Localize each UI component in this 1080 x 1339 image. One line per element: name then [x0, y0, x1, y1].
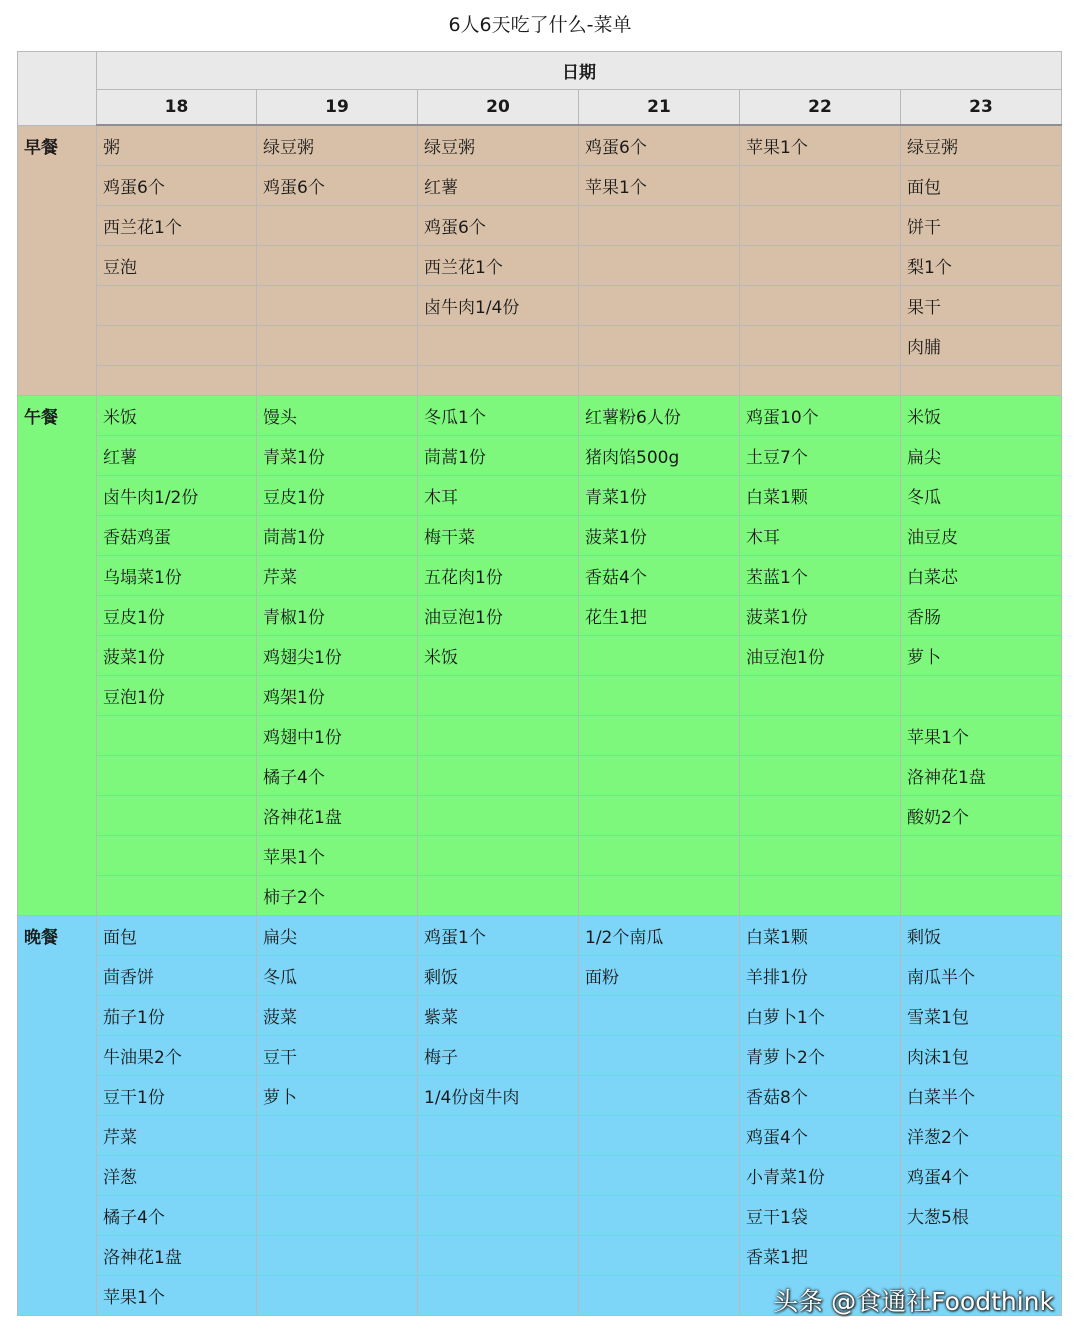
dinner-row: [18, 1116, 1062, 1156]
dinner-cell: [579, 1236, 740, 1276]
dinner-row: [18, 1076, 1062, 1116]
breakfast-label: 早餐: [18, 125, 97, 396]
lunch-cell: [97, 836, 257, 876]
lunch-cell: [97, 716, 257, 756]
page-title: 6人6天吃了什么-菜单: [448, 14, 632, 36]
dinner-cell: [579, 1156, 740, 1196]
dinner-cell: 扁尖: [257, 916, 418, 956]
lunch-cell: 红薯粉6人份: [579, 396, 740, 436]
dinner-row: [18, 996, 1062, 1036]
breakfast-cell: 红薯: [418, 166, 579, 206]
breakfast-row: [18, 166, 1062, 206]
lunch-cell: 菠菜1份: [579, 516, 740, 556]
lunch-cell: 青菜1份: [257, 436, 418, 476]
lunch-cell: 香菇鸡蛋: [97, 516, 257, 556]
dinner-cell: 面粉: [579, 956, 740, 996]
dinner-cell: [257, 1196, 418, 1236]
lunch-cell: 猪肉馅500g: [579, 436, 740, 476]
breakfast-cell: 绿豆粥: [418, 125, 579, 166]
breakfast-cell: [740, 366, 901, 396]
breakfast-cell: 苹果1个: [740, 125, 901, 166]
breakfast-cell: [740, 166, 901, 206]
lunch-cell: 豆皮1份: [97, 596, 257, 636]
dinner-cell: 牛油果2个: [97, 1036, 257, 1076]
lunch-cell: 茼蒿1份: [418, 436, 579, 476]
lunch-cell: [901, 876, 1062, 916]
lunch-row: [18, 716, 1062, 756]
dinner-cell: 1/4份卤牛肉: [418, 1076, 579, 1116]
dinner-cell: 白萝卜1个: [740, 996, 901, 1036]
lunch-cell: 米饭: [97, 396, 257, 436]
lunch-cell: 土豆7个: [740, 436, 901, 476]
breakfast-cell: [579, 286, 740, 326]
dinner-cell: 鸡蛋1个: [418, 916, 579, 956]
breakfast-cell: [579, 206, 740, 246]
dinner-cell: 1/2个南瓜: [579, 916, 740, 956]
lunch-cell: 菠菜1份: [740, 596, 901, 636]
breakfast-cell: 绿豆粥: [257, 125, 418, 166]
lunch-row: [18, 596, 1062, 636]
dinner-cell: 羊排1份: [740, 956, 901, 996]
dinner-cell: 鸡蛋4个: [901, 1156, 1062, 1196]
lunch-cell: [418, 716, 579, 756]
lunch-cell: 白菜1颗: [740, 476, 901, 516]
lunch-cell: [97, 756, 257, 796]
dinner-row: [18, 1236, 1062, 1276]
dinner-cell: [418, 1196, 579, 1236]
dinner-cell: 鸡蛋4个: [740, 1116, 901, 1156]
lunch-cell: 橘子4个: [257, 756, 418, 796]
lunch-cell: 鸡翅尖1份: [257, 636, 418, 676]
breakfast-cell: 饼干: [901, 206, 1062, 246]
lunch-cell: 白菜芯: [901, 556, 1062, 596]
day-header-21: 21: [579, 90, 740, 126]
dinner-cell: 茴香饼: [97, 956, 257, 996]
dinner-cell: 苹果1个: [97, 1276, 257, 1316]
dinner-cell: [418, 1116, 579, 1156]
dinner-cell: 小青菜1份: [740, 1156, 901, 1196]
lunch-cell: [740, 876, 901, 916]
lunch-cell: [418, 676, 579, 716]
lunch-row: [18, 476, 1062, 516]
breakfast-cell: 梨1个: [901, 246, 1062, 286]
dinner-cell: [579, 996, 740, 1036]
dinner-cell: [579, 1116, 740, 1156]
dinner-cell: [418, 1276, 579, 1316]
lunch-cell: 洛神花1盘: [901, 756, 1062, 796]
day-header-22: 22: [740, 90, 901, 126]
dinner-cell: 青萝卜2个: [740, 1036, 901, 1076]
lunch-cell: 五花肉1份: [418, 556, 579, 596]
breakfast-row: [18, 366, 1062, 396]
lunch-cell: 油豆泡1份: [740, 636, 901, 676]
lunch-row: [18, 876, 1062, 916]
breakfast-row: [18, 125, 1062, 166]
lunch-cell: 油豆泡1份: [418, 596, 579, 636]
lunch-cell: 苹果1个: [257, 836, 418, 876]
lunch-cell: [579, 876, 740, 916]
dinner-cell: [579, 1196, 740, 1236]
breakfast-cell: [257, 246, 418, 286]
dinner-cell: 白菜1颗: [740, 916, 901, 956]
menu-body: [18, 125, 1062, 1316]
dinner-cell: [901, 1236, 1062, 1276]
breakfast-cell: [740, 246, 901, 286]
dinner-cell: 南瓜半个: [901, 956, 1062, 996]
dinner-row: [18, 1036, 1062, 1076]
lunch-cell: [740, 716, 901, 756]
breakfast-cell: [901, 366, 1062, 396]
dinner-cell: [579, 1036, 740, 1076]
dinner-cell: 橘子4个: [97, 1196, 257, 1236]
dinner-cell: [257, 1236, 418, 1276]
dinner-cell: 梅子: [418, 1036, 579, 1076]
breakfast-cell: [579, 326, 740, 366]
dinner-cell: 剩饭: [901, 916, 1062, 956]
breakfast-cell: 卤牛肉1/4份: [418, 286, 579, 326]
dinner-row: [18, 916, 1062, 956]
day-header-18: 18: [97, 90, 257, 126]
lunch-cell: 冬瓜: [901, 476, 1062, 516]
breakfast-row: [18, 206, 1062, 246]
lunch-cell: [740, 756, 901, 796]
breakfast-cell: 鸡蛋6个: [579, 125, 740, 166]
breakfast-cell: 鸡蛋6个: [97, 166, 257, 206]
lunch-row: [18, 636, 1062, 676]
breakfast-cell: [418, 366, 579, 396]
dinner-row: [18, 1156, 1062, 1196]
breakfast-cell: 面包: [901, 166, 1062, 206]
day-header-20: 20: [418, 90, 579, 126]
corner-cell: [18, 52, 97, 126]
lunch-cell: 油豆皮: [901, 516, 1062, 556]
dinner-cell: [257, 1116, 418, 1156]
lunch-row: [18, 556, 1062, 596]
breakfast-cell: [257, 326, 418, 366]
lunch-row: [18, 836, 1062, 876]
lunch-cell: 米饭: [418, 636, 579, 676]
lunch-cell: 菠菜1份: [97, 636, 257, 676]
lunch-cell: 柿子2个: [257, 876, 418, 916]
lunch-cell: 香菇4个: [579, 556, 740, 596]
menu-table: [17, 51, 1062, 1316]
breakfast-cell: 鸡蛋6个: [418, 206, 579, 246]
breakfast-cell: 绿豆粥: [901, 125, 1062, 166]
breakfast-cell: [97, 366, 257, 396]
lunch-cell: 芹菜: [257, 556, 418, 596]
lunch-cell: [579, 756, 740, 796]
lunch-cell: [579, 836, 740, 876]
lunch-row: [18, 676, 1062, 716]
lunch-cell: [740, 836, 901, 876]
dinner-cell: [418, 1156, 579, 1196]
dinner-cell: 面包: [97, 916, 257, 956]
breakfast-cell: 粥: [97, 125, 257, 166]
lunch-cell: [579, 636, 740, 676]
lunch-cell: 豆泡1份: [97, 676, 257, 716]
lunch-row: [18, 796, 1062, 836]
breakfast-cell: [97, 326, 257, 366]
lunch-cell: 洛神花1盘: [257, 796, 418, 836]
lunch-cell: 茼蒿1份: [257, 516, 418, 556]
lunch-row: [18, 436, 1062, 476]
breakfast-cell: [418, 326, 579, 366]
lunch-cell: 青菜1份: [579, 476, 740, 516]
dinner-cell: 洛神花1盘: [97, 1236, 257, 1276]
lunch-cell: [579, 716, 740, 756]
lunch-cell: [97, 876, 257, 916]
lunch-cell: 红薯: [97, 436, 257, 476]
dinner-cell: 芹菜: [97, 1116, 257, 1156]
lunch-cell: 扁尖: [901, 436, 1062, 476]
dinner-cell: 洋葱: [97, 1156, 257, 1196]
lunch-row: [18, 396, 1062, 436]
lunch-cell: 香肠: [901, 596, 1062, 636]
lunch-cell: 卤牛肉1/2份: [97, 476, 257, 516]
lunch-cell: [901, 676, 1062, 716]
dinner-cell: 菠菜: [257, 996, 418, 1036]
breakfast-cell: [579, 246, 740, 286]
dinner-cell: 茄子1份: [97, 996, 257, 1036]
dinner-cell: 萝卜: [257, 1076, 418, 1116]
dinner-cell: 豆干1份: [97, 1076, 257, 1116]
dinner-cell: 雪菜1包: [901, 996, 1062, 1036]
dinner-cell: 豆干1袋: [740, 1196, 901, 1236]
dinner-cell: 紫菜: [418, 996, 579, 1036]
breakfast-cell: 肉脯: [901, 326, 1062, 366]
lunch-cell: 花生1把: [579, 596, 740, 636]
table-header: [18, 52, 1062, 126]
breakfast-cell: 果干: [901, 286, 1062, 326]
dinner-cell: 肉沫1包: [901, 1036, 1062, 1076]
lunch-cell: [97, 796, 257, 836]
dinner-cell: 香菇8个: [740, 1076, 901, 1116]
dinner-cell: 洋葱2个: [901, 1116, 1062, 1156]
lunch-cell: 米饭: [901, 396, 1062, 436]
lunch-cell: 鸡架1份: [257, 676, 418, 716]
breakfast-cell: [740, 206, 901, 246]
lunch-cell: [579, 676, 740, 716]
dinner-cell: [257, 1156, 418, 1196]
lunch-cell: 馒头: [257, 396, 418, 436]
lunch-cell: 乌塌菜1份: [97, 556, 257, 596]
lunch-cell: 鸡翅中1份: [257, 716, 418, 756]
dinner-cell: [257, 1276, 418, 1316]
breakfast-cell: [257, 206, 418, 246]
breakfast-cell: [257, 286, 418, 326]
day-header-19: 19: [257, 90, 418, 126]
lunch-cell: 苤蓝1个: [740, 556, 901, 596]
breakfast-row: [18, 286, 1062, 326]
dinner-label: 晚餐: [18, 916, 97, 1316]
lunch-cell: 萝卜: [901, 636, 1062, 676]
lunch-cell: 梅干菜: [418, 516, 579, 556]
lunch-cell: 豆皮1份: [257, 476, 418, 516]
breakfast-cell: [579, 366, 740, 396]
dinner-row: [18, 1196, 1062, 1236]
lunch-cell: 苹果1个: [901, 716, 1062, 756]
breakfast-row: [18, 246, 1062, 286]
watermark: 头条 @食通社Foodthink: [773, 1287, 1054, 1316]
dinner-cell: 剩饭: [418, 956, 579, 996]
lunch-cell: 冬瓜1个: [418, 396, 579, 436]
lunch-row: [18, 756, 1062, 796]
dinner-cell: [579, 1276, 740, 1316]
lunch-cell: [740, 676, 901, 716]
lunch-cell: [418, 836, 579, 876]
breakfast-cell: 西兰花1个: [97, 206, 257, 246]
lunch-cell: [740, 796, 901, 836]
lunch-cell: 酸奶2个: [901, 796, 1062, 836]
dinner-cell: [418, 1236, 579, 1276]
lunch-cell: [418, 796, 579, 836]
lunch-cell: [579, 796, 740, 836]
breakfast-cell: 鸡蛋6个: [257, 166, 418, 206]
breakfast-row: [18, 326, 1062, 366]
breakfast-cell: 苹果1个: [579, 166, 740, 206]
breakfast-cell: [740, 326, 901, 366]
lunch-cell: [418, 876, 579, 916]
lunch-cell: 木耳: [740, 516, 901, 556]
dinner-row: [18, 956, 1062, 996]
dinner-cell: [579, 1076, 740, 1116]
breakfast-cell: [740, 286, 901, 326]
lunch-cell: 木耳: [418, 476, 579, 516]
breakfast-cell: 西兰花1个: [418, 246, 579, 286]
breakfast-cell: [97, 286, 257, 326]
day-header-23: 23: [901, 90, 1062, 126]
lunch-cell: 青椒1份: [257, 596, 418, 636]
lunch-cell: [901, 836, 1062, 876]
lunch-row: [18, 516, 1062, 556]
date-group-header: 日期: [97, 52, 1062, 90]
dinner-cell: 冬瓜: [257, 956, 418, 996]
lunch-cell: 鸡蛋10个: [740, 396, 901, 436]
dinner-cell: 豆干: [257, 1036, 418, 1076]
breakfast-cell: [257, 366, 418, 396]
breakfast-cell: 豆泡: [97, 246, 257, 286]
dinner-cell: 香菜1把: [740, 1236, 901, 1276]
lunch-cell: [418, 756, 579, 796]
lunch-label: 午餐: [18, 396, 97, 916]
day-header-row: [18, 90, 1062, 126]
dinner-cell: 大葱5根: [901, 1196, 1062, 1236]
dinner-cell: 白菜半个: [901, 1076, 1062, 1116]
